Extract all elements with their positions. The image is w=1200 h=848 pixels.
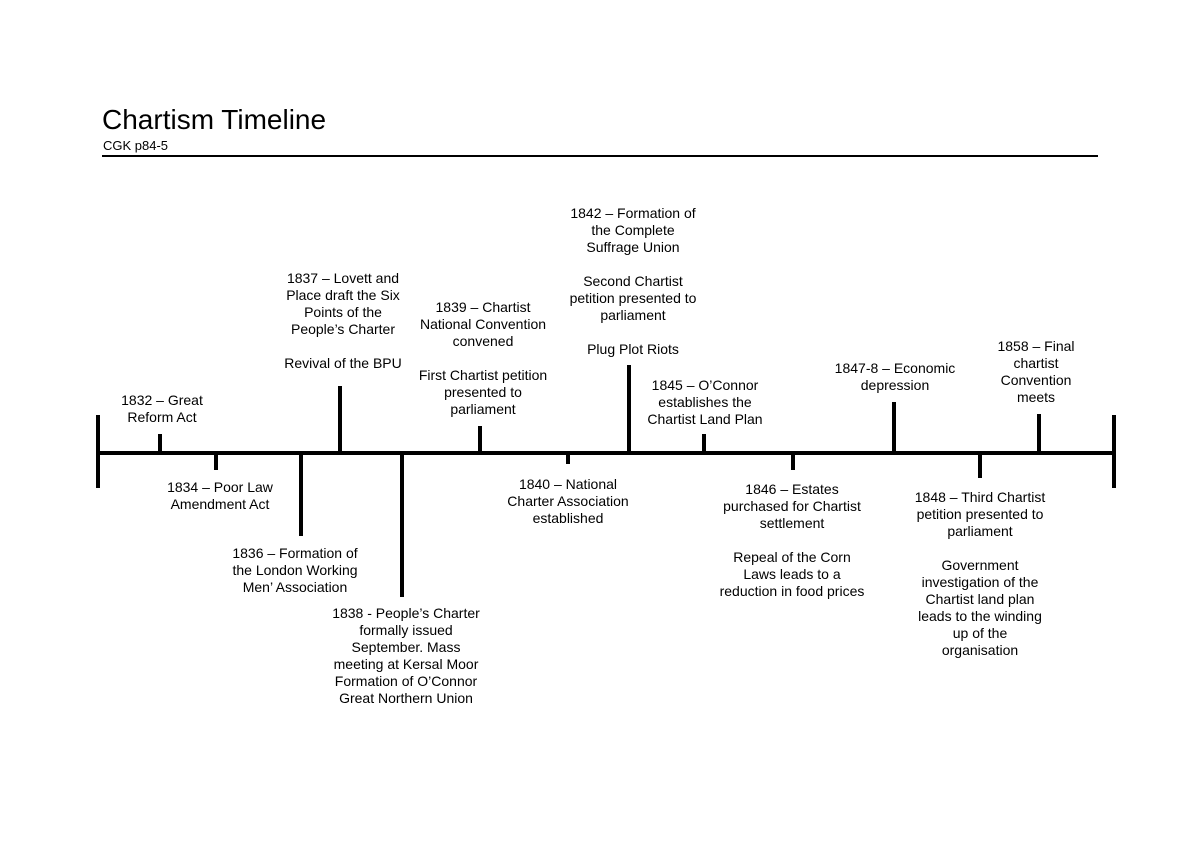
event-1845-line: 1845 – O’Connor (651, 377, 759, 393)
event-1838-line: Formation of O’Connor (334, 673, 478, 689)
event-1839-extra: First Chartist petition (418, 367, 548, 383)
tick-1838 (400, 453, 404, 597)
tick-1848 (978, 453, 982, 478)
event-1846-extra: Laws leads to a (743, 566, 841, 582)
title-divider (102, 155, 1098, 157)
event-1842-line: Suffrage Union (586, 239, 680, 255)
event-1839-extra: parliament (450, 401, 516, 417)
event-1838-line: 1838 - People’s Charter (332, 605, 480, 621)
event-1845-line: Chartist Land Plan (647, 411, 763, 427)
event-1842 (553, 205, 713, 358)
event-1848-extra: Chartist land plan (925, 591, 1035, 607)
event-1832 (97, 392, 227, 426)
event-1847-8-line: 1847-8 – Economic (834, 360, 956, 376)
event-1834-line: Amendment Act (170, 496, 270, 512)
event-1847-8 (820, 360, 970, 394)
tick-1840 (566, 453, 570, 464)
event-1832-line: Reform Act (127, 409, 197, 425)
event-1842-extra: petition presented to (569, 290, 697, 306)
tick-1834 (214, 453, 218, 470)
event-1848-extra: investigation of the (921, 574, 1039, 590)
event-1842-line: the Complete (591, 222, 675, 238)
timeline-end-cap (1112, 415, 1116, 488)
event-1848-line: petition presented to (916, 506, 1044, 522)
event-1848-extra: Government (941, 557, 1019, 573)
event-1839-line: National Convention (419, 316, 547, 332)
event-1842-extra: parliament (600, 307, 666, 323)
event-1837-line: Place draft the Six (286, 287, 400, 303)
event-1836-line: Men’ Association (242, 579, 348, 595)
event-1848-line: parliament (947, 523, 1013, 539)
event-1848-extra: leads to the winding (918, 608, 1042, 624)
tick-1858 (1037, 414, 1041, 453)
event-1836 (215, 545, 375, 596)
tick-1845 (702, 434, 706, 453)
event-1858-line: 1858 – Final (997, 338, 1075, 354)
event-1858-line: Convention (1000, 372, 1072, 388)
event-1846 (702, 481, 882, 600)
event-1846-line: settlement (759, 515, 825, 531)
event-1858-line: chartist (1013, 355, 1059, 371)
event-1838-line: meeting at Kersal Moor (333, 656, 479, 672)
event-1838-line: September. Mass (351, 639, 461, 655)
event-1837-line: Points of the (304, 304, 382, 320)
tick-1832 (158, 434, 162, 453)
event-1846-extra: reduction in food prices (719, 583, 865, 599)
event-1836-line: the London Working (232, 562, 358, 578)
event-1848-line: 1848 – Third Chartist (914, 489, 1046, 505)
page-title: Chartism Timeline (102, 104, 327, 135)
timeline-axis (96, 451, 1116, 455)
event-1838-line: formally issued (359, 622, 453, 638)
event-1837-line: People’s Charter (290, 321, 396, 337)
event-1839 (408, 299, 558, 418)
event-1846-line: purchased for Chartist (723, 498, 861, 514)
event-1838 (316, 605, 496, 707)
tick-1836 (299, 453, 303, 536)
event-1848 (895, 489, 1065, 659)
event-1845 (630, 377, 780, 428)
event-1839-line: convened (452, 333, 514, 349)
event-1836-line: 1836 – Formation of (232, 545, 358, 561)
event-1842-line: 1842 – Formation of (570, 205, 696, 221)
event-1846-line: 1846 – Estates (745, 481, 839, 497)
event-1839-extra: presented to (444, 384, 522, 400)
event-1840-line: 1840 – National (518, 476, 618, 492)
event-1845-line: establishes the (658, 394, 752, 410)
event-1834-line: 1834 – Poor Law (167, 479, 273, 495)
event-1832-line: 1832 – Great (121, 392, 203, 408)
event-1842-extra: Second Chartist (583, 273, 683, 289)
event-1858 (976, 338, 1096, 406)
event-1834 (150, 479, 290, 513)
page-subtitle: CGK p84-5 (103, 138, 169, 153)
event-1837-extra: Revival of the BPU (284, 355, 402, 371)
event-1840-line: Charter Association (507, 493, 629, 509)
event-1848-extra: organisation (941, 642, 1019, 658)
tick-1846 (791, 453, 795, 470)
event-1839-line: 1839 – Chartist (435, 299, 531, 315)
event-1840-line: established (532, 510, 604, 526)
event-1858-line: meets (1016, 389, 1056, 405)
tick-1837 (338, 386, 342, 453)
event-1837-line: 1837 – Lovett and (286, 270, 400, 286)
event-1848-extra: up of the (952, 625, 1008, 641)
tick-1839 (478, 426, 482, 453)
event-1837 (268, 270, 418, 372)
event-1838-line: Great Northern Union (339, 690, 473, 706)
tick-1847-8 (892, 402, 896, 453)
event-1840 (493, 476, 643, 527)
event-1842-extra2: Plug Plot Riots (587, 341, 679, 357)
event-1846-extra: Repeal of the Corn (733, 549, 851, 565)
event-1847-8-line: depression (860, 377, 930, 393)
